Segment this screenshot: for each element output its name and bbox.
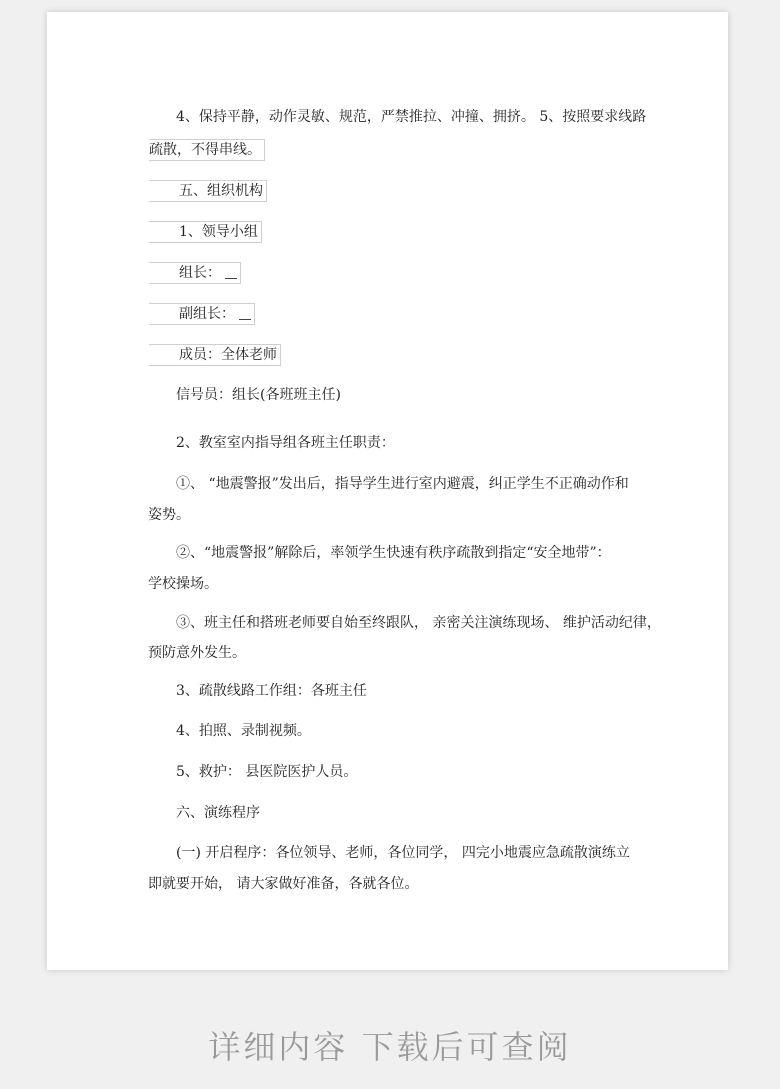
document-page [47,12,728,970]
paragraph-line: ②、“地震警报”解除后，率领学生快速有秩序疏散到指定“安全地带”： [176,545,611,561]
paragraph-line: 姿势。 [148,507,190,523]
paragraph-line: 信号员：组长(各班班主任) [176,387,341,403]
paragraph-line: 学校操场。 [148,576,218,592]
footer-banner: 详细内容 下载后可查阅 [208,1028,572,1066]
blank-field [239,307,251,320]
paragraph-line: 4、保持平静，动作灵敏、规范，严禁推拉、冲撞、拥挤。 5、按照要求线路 [176,109,647,125]
paragraph-line: ①、 “地震警报”发出后，指导学生进行室内避震，纠正学生不正确动作和 [176,476,629,492]
section-heading: 五、组织机构 [149,180,267,202]
paragraph-line: 4、拍照、录制视频。 [176,723,311,739]
paragraph-line: 疏散，不得串线。 [149,139,265,161]
blank-field [225,266,237,279]
paragraph-line: 即就要开始， 请大家做好准备，各就各位。 [148,876,419,892]
paragraph-line: 预防意外发生。 [148,645,246,661]
paragraph-line: 3、疏散线路工作组：各班主任 [176,683,367,699]
paragraph-line: ③、班主任和搭班老师要自始至终跟队， 亲密关注演练现场、 维护活动纪律， [176,615,661,631]
subsection-heading: 2、教室室内指导组各班主任职责： [176,435,395,451]
subsection-heading: 1、领导小组 [149,221,262,243]
section-heading: 六、演练程序 [176,805,260,821]
paragraph-line: 5、救护： 县医院医护人员。 [176,764,358,780]
leader-line: 组长： [149,262,241,284]
members-line: 成员：全体老师 [149,344,281,366]
vice-leader-line: 副组长： [149,303,255,325]
paragraph-line: (一) 开启程序：各位领导、老师，各位同学， 四完小地震应急疏散演练立 [176,845,630,861]
